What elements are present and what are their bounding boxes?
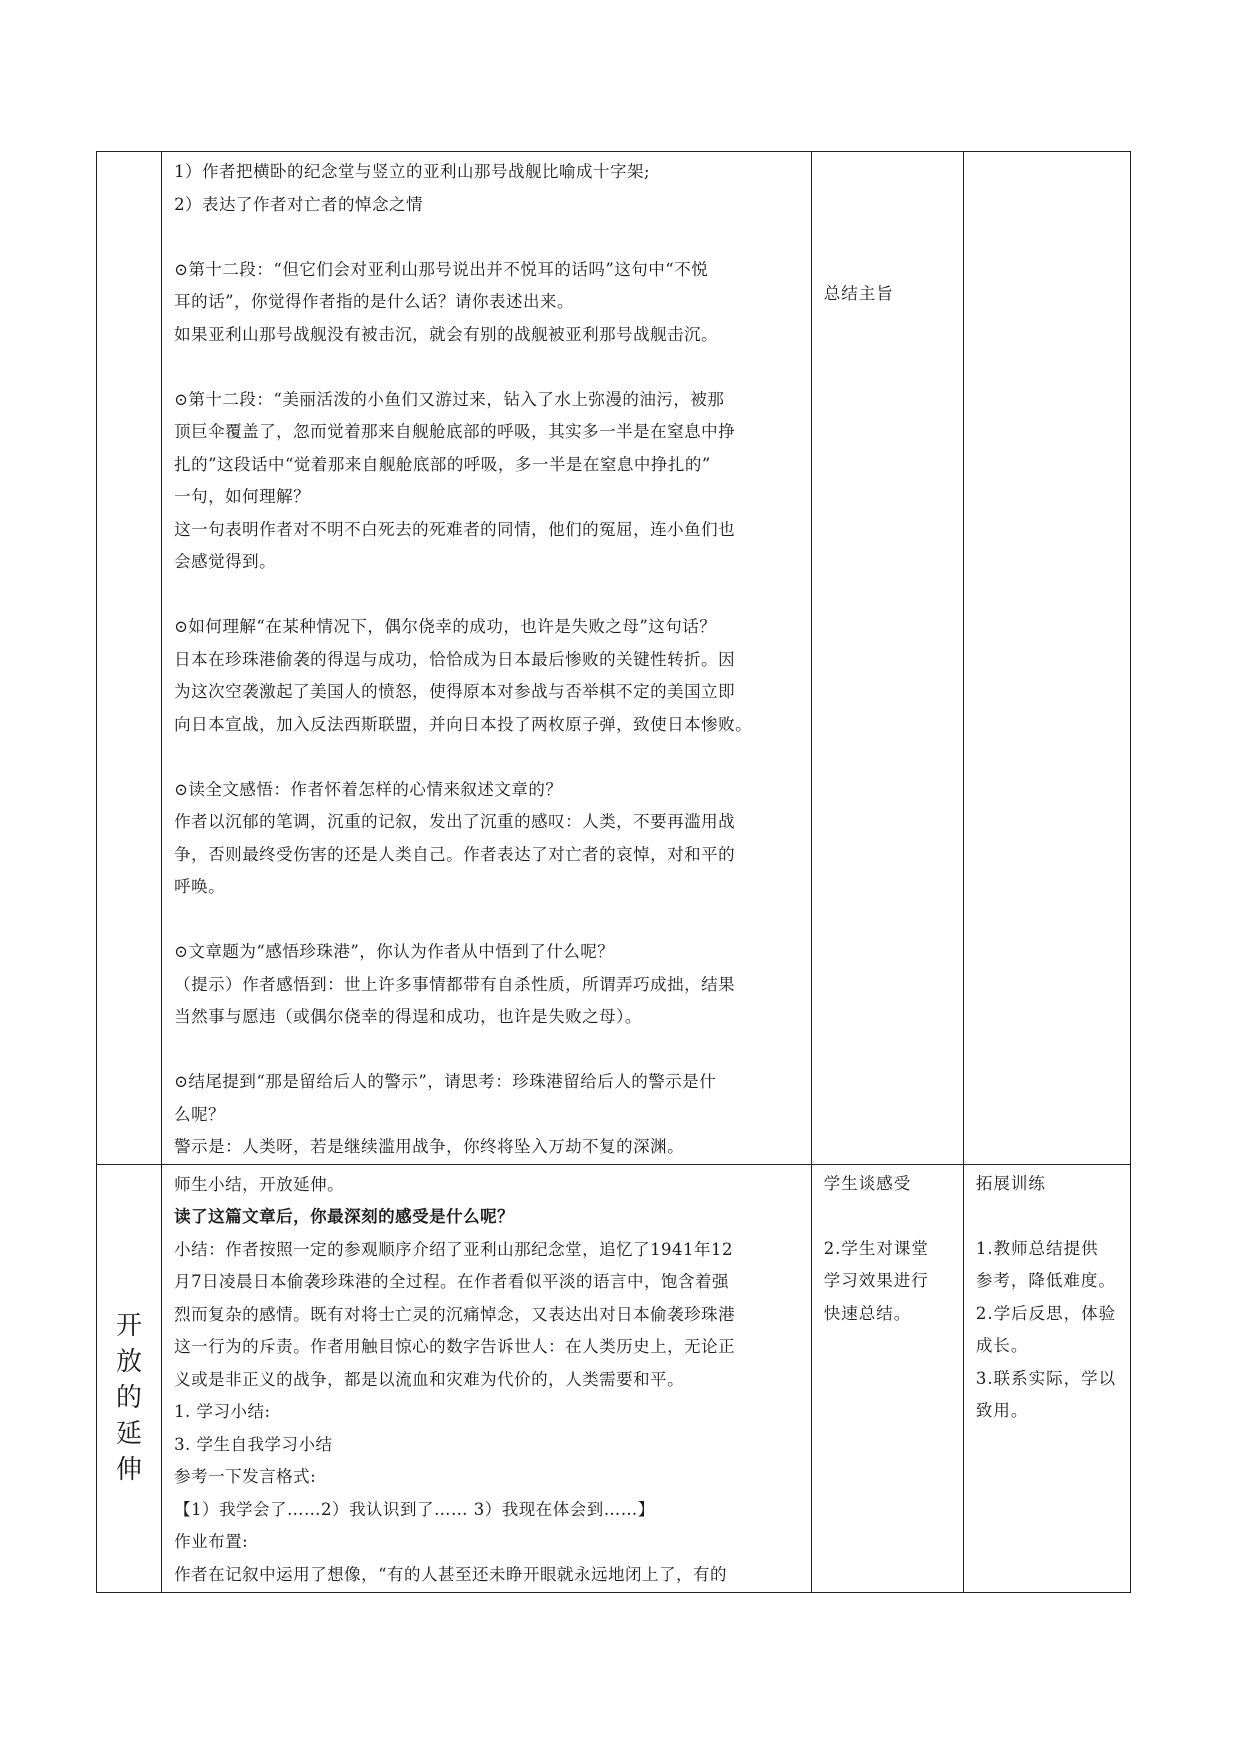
blank-line: [824, 1200, 953, 1233]
stage-label-char: 的: [116, 1383, 143, 1413]
stage-cell: [97, 1164, 162, 1592]
stage-label-char: 伸: [116, 1455, 143, 1485]
text-line: 一句，如何理解？: [174, 487, 311, 506]
text-line: 日本在珍珠港偷袭的得逞与成功，恰恰成为日本最后惨败的关键性转折。因: [174, 649, 736, 669]
text-line: 如果亚利山那号战舰没有被击沉，就会有别的战舰被亚利那号战舰击沉。: [174, 324, 719, 344]
lesson-plan-table: [96, 151, 1131, 1593]
stage-label-char: 延: [116, 1419, 143, 1449]
student-activity-cell: [811, 152, 963, 1165]
text-line: ⊙第十二段：“但它们会对亚利山那号说出并不悦耳的话吗”这句中“不悦: [174, 259, 709, 279]
text-line: 作者在记叙中运用了想像，“有的人甚至还未睁开眼就永远地闭上了，有的: [174, 1564, 727, 1584]
student-activity-cell: [811, 1164, 963, 1592]
text-line: 师生小结，开放延伸。: [174, 1174, 345, 1194]
stage-label: [97, 1165, 161, 1592]
stage-label-char: 开: [116, 1311, 143, 1341]
text-line: 致用。: [975, 1401, 1029, 1420]
text-line: 为这次空袭激起了美国人的愤怒，使得原本对参战与否举棋不定的美国立即: [174, 682, 736, 701]
blank-line: [174, 351, 799, 384]
text-line: 警示是：人类呀，若是继续滥用战争，你终将坠入万劫不复的深渊。: [174, 1137, 685, 1156]
table-row-summary: [97, 152, 1131, 1165]
text-line: 3.联系实际，学以: [975, 1368, 1117, 1388]
text-line: 1）作者把横卧的纪念堂与竖立的亚利山那号战舰比喻成十字架;: [174, 162, 651, 181]
text-line: 会感觉得到。: [174, 552, 277, 571]
blank-line: [174, 579, 799, 612]
design-intent-text: [964, 1165, 1130, 1428]
text-line: ⊙如何理解“在某种情况下，偶尔侥幸的成功，也许是失败之母”这句话？: [174, 617, 717, 636]
text-line: 拓展训练: [975, 1173, 1046, 1193]
text-line: ⊙第十二段：“美丽活泼的小鱼们又游过来，钻入了水上弥漫的油污，被那: [174, 389, 725, 409]
text-line: 成长。: [975, 1336, 1029, 1355]
student-activity-text: 总结主旨: [823, 284, 894, 303]
student-activity-text: [812, 1165, 963, 1331]
text-line: 学生谈感受: [823, 1173, 912, 1193]
teacher-activity-text: [162, 152, 811, 1164]
blank-line: [174, 904, 799, 937]
text-line: 3. 学生自我学习小结: [174, 1434, 333, 1454]
text-line: 读了这篇文章后，你最深刻的感受是什么呢？: [174, 1207, 515, 1226]
text-line: 这一句表明作者对不明不白死去的死难者的同情，他们的冤屈，连小鱼们也: [174, 519, 736, 539]
text-line: 扎的”这段话中“觉着那来自舰舱底部的呼吸，多一半是在窒息中挣扎的”: [174, 454, 711, 474]
design-intent-cell: [963, 1164, 1130, 1592]
text-line: 作者以沉郁的笔调，沉重的记叙，发出了沉重的感叹：人类，不要再滥用战: [174, 812, 736, 831]
text-line: 这一行为的斥责。作者用触目惊心的数字告诉世人：在人类历史上，无论正: [174, 1337, 736, 1356]
blank-line: [174, 1034, 799, 1067]
blank-line: [174, 221, 799, 254]
table-row-extension: [97, 1164, 1131, 1592]
stage-label-char: 放: [116, 1347, 143, 1377]
text-line: 学习效果进行: [823, 1271, 929, 1290]
text-line: 参考，降低难度。: [975, 1271, 1116, 1290]
text-line: 么呢？: [174, 1104, 226, 1124]
text-line: 呼唤。: [174, 877, 226, 896]
text-line: 义或是非正义的战争，都是以流血和灾难为代价的，人类需要和平。: [174, 1369, 685, 1389]
text-line: 2）表达了作者对亡者的悼念之情: [174, 194, 424, 214]
blank-line: [174, 741, 799, 774]
blank-line: [976, 1200, 1120, 1233]
text-line: 1. 学习小结:: [174, 1402, 271, 1421]
text-line: （提示）作者感悟到：世上许多事情都带有自杀性质，所谓弄巧成拙，结果: [174, 974, 736, 994]
teacher-activity-text: [162, 1165, 811, 1592]
text-line: 作业布置:: [174, 1532, 249, 1551]
text-line: 2.学后反思，体验: [975, 1303, 1117, 1323]
text-line: 2.学生对课堂: [823, 1238, 929, 1258]
teacher-activity-cell: [162, 1164, 812, 1592]
text-line: ⊙结尾提到“那是留给后人的警示”，请思考：珍珠港留给后人的警示是什: [174, 1072, 717, 1091]
text-line: 当然事与愿违（或偶尔侥幸的得逞和成功，也许是失败之母）。: [174, 1007, 642, 1026]
text-line: 耳的话”，你觉得作者指的是什么话？请你表述出来。: [174, 292, 574, 311]
stage-cell-empty: [97, 152, 162, 1165]
text-line: ⊙读全文感悟：作者怀着怎样的心情来叙述文章的？: [174, 779, 563, 799]
text-line: 争，否则最终受伤害的还是人类自己。作者表达了对亡者的哀悼，对和平的: [174, 844, 736, 864]
design-intent-cell-empty: [963, 152, 1130, 1165]
text-line: 快速总结。: [823, 1303, 912, 1323]
text-line: 参考一下发言格式:: [174, 1467, 317, 1486]
teacher-activity-cell: [162, 152, 812, 1165]
text-line: 小结：作者按照一定的参观顺序介绍了亚利山那纪念堂，追忆了1941年12: [174, 1239, 734, 1259]
text-line: 【1）我学会了……2）我认识到了…… 3）我现在体会到……】: [174, 1499, 655, 1519]
text-line: 月7日凌晨日本偷袭珍珠港的全过程。在作者看似平淡的语言中，饱含着强: [174, 1272, 730, 1291]
text-line: 向日本宣战，加入反法西斯联盟，并向日本投了两枚原子弹，致使日本惨败。: [174, 714, 753, 734]
text-line: 烈而复杂的感情。既有对将士亡灵的沉痛悼念，又表达出对日本偷袭珍珠港: [174, 1304, 736, 1324]
text-line: ⊙文章题为“感悟珍珠港”，你认为作者从中悟到了什么呢？: [174, 942, 615, 961]
text-line: 顶巨伞覆盖了，忽而觉着那来自舰舱底部的呼吸，其实多一半是在窒息中挣: [174, 422, 736, 441]
text-line: 1.教师总结提供: [975, 1238, 1099, 1258]
